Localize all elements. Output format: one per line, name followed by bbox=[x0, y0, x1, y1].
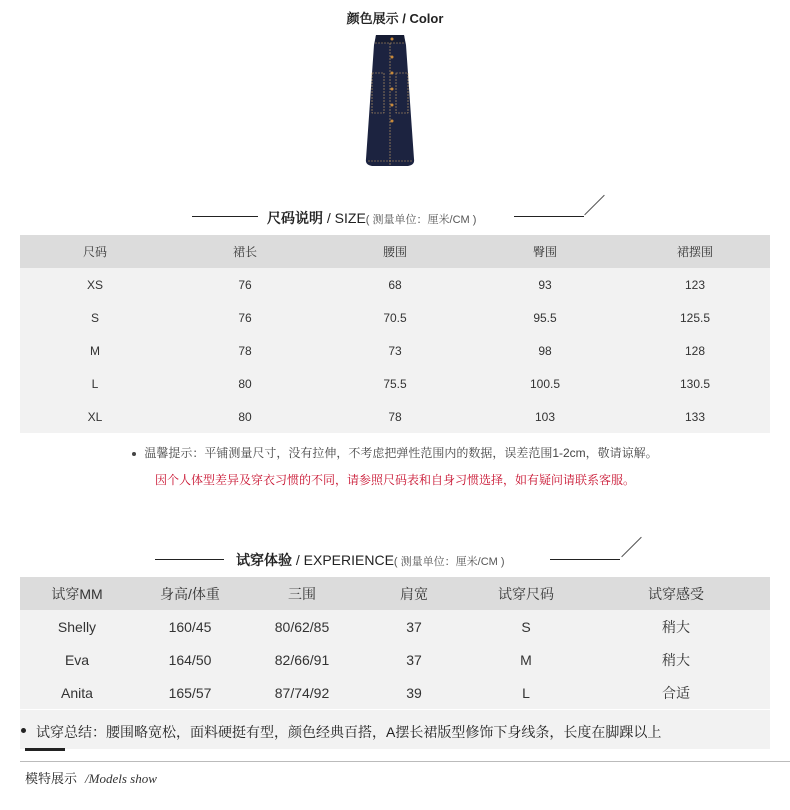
size-title-en: SIZE bbox=[334, 210, 366, 226]
exp-title-left-rule bbox=[155, 559, 224, 560]
exp-title-slash bbox=[621, 537, 642, 558]
table-cell: 73 bbox=[320, 334, 470, 367]
table-cell: Anita bbox=[20, 676, 134, 709]
table-cell: 98 bbox=[470, 334, 620, 367]
table-row bbox=[20, 268, 770, 301]
table-cell: 123 bbox=[620, 268, 770, 301]
size-title-sep: / bbox=[323, 210, 335, 226]
table-cell: 128 bbox=[620, 334, 770, 367]
size-header-cell: 尺码 bbox=[20, 235, 170, 268]
table-cell: 93 bbox=[470, 268, 620, 301]
models-accent-bar bbox=[25, 748, 65, 751]
bullet-icon bbox=[132, 452, 136, 456]
experience-section-title bbox=[236, 550, 505, 570]
table-cell: 37 bbox=[358, 643, 470, 676]
table-cell: 100.5 bbox=[470, 367, 620, 400]
table-cell: 80 bbox=[170, 400, 320, 433]
models-section-title bbox=[25, 768, 157, 787]
table-cell: M bbox=[20, 334, 170, 367]
size-title-slash bbox=[584, 195, 605, 216]
table-cell: 87/74/92 bbox=[246, 676, 358, 709]
exp-title-en: EXPERIENCE bbox=[303, 552, 394, 568]
exp-header-cell: 试穿尺码 bbox=[470, 577, 582, 610]
size-table bbox=[20, 235, 770, 433]
table-cell: 78 bbox=[320, 400, 470, 433]
exp-table-header-row bbox=[20, 577, 770, 610]
table-cell: 稍大 bbox=[582, 643, 770, 676]
table-cell: 76 bbox=[170, 268, 320, 301]
table-cell: 合适 bbox=[582, 676, 770, 709]
table-cell: 165/57 bbox=[134, 676, 246, 709]
table-cell: 80/62/85 bbox=[246, 610, 358, 643]
exp-title-cn: 试穿体验 bbox=[236, 552, 292, 568]
table-row bbox=[20, 367, 770, 400]
exp-title-sep: / bbox=[292, 552, 304, 568]
table-cell: L bbox=[20, 367, 170, 400]
exp-header-cell: 三围 bbox=[246, 577, 358, 610]
exp-header-cell: 肩宽 bbox=[358, 577, 470, 610]
table-cell: 133 bbox=[620, 400, 770, 433]
size-title-right-rule bbox=[514, 216, 584, 217]
size-table-header-row bbox=[20, 235, 770, 268]
size-title-unit: ( 测量单位：厘米/CM ) bbox=[365, 214, 477, 226]
color-section-title: 颜色展示 / Color bbox=[346, 11, 444, 26]
table-cell: 76 bbox=[170, 301, 320, 334]
exp-header-cell: 试穿MM bbox=[20, 577, 134, 610]
table-cell: 95.5 bbox=[470, 301, 620, 334]
table-cell: 70.5 bbox=[320, 301, 470, 334]
table-cell: 75.5 bbox=[320, 367, 470, 400]
exp-title-right-rule bbox=[550, 559, 620, 560]
models-title-en: /Models show bbox=[85, 771, 157, 786]
table-cell: 68 bbox=[320, 268, 470, 301]
table-cell: 160/45 bbox=[134, 610, 246, 643]
size-header-cell: 臀围 bbox=[470, 235, 620, 268]
table-cell: M bbox=[470, 643, 582, 676]
table-cell: 164/50 bbox=[134, 643, 246, 676]
table-row bbox=[20, 676, 770, 709]
table-cell: Eva bbox=[20, 643, 134, 676]
table-cell: S bbox=[20, 301, 170, 334]
experience-summary-text: 试穿总结：腰围略宽松，面料硬挺有型，颜色经典百搭，A摆长裙版型修饰下身线条，长度在脚踝以上 bbox=[36, 724, 662, 740]
table-cell: XL bbox=[20, 400, 170, 433]
table-cell: 125.5 bbox=[620, 301, 770, 334]
table-row bbox=[20, 610, 770, 643]
table-cell: 稍大 bbox=[582, 610, 770, 643]
table-cell: 80 bbox=[170, 367, 320, 400]
size-header-cell: 裙长 bbox=[170, 235, 320, 268]
table-row bbox=[20, 301, 770, 334]
table-cell: 78 bbox=[170, 334, 320, 367]
size-section-title bbox=[267, 208, 476, 228]
size-title-left-rule bbox=[192, 216, 258, 217]
experience-summary bbox=[20, 710, 770, 749]
bullet-icon bbox=[21, 728, 26, 733]
models-divider bbox=[20, 761, 790, 762]
table-cell: 37 bbox=[358, 610, 470, 643]
table-row bbox=[20, 334, 770, 367]
table-row bbox=[20, 643, 770, 676]
table-cell: L bbox=[470, 676, 582, 709]
size-note bbox=[0, 444, 790, 461]
table-cell: XS bbox=[20, 268, 170, 301]
exp-header-cell: 身高/体重 bbox=[134, 577, 246, 610]
table-cell: 130.5 bbox=[620, 367, 770, 400]
table-cell: 103 bbox=[470, 400, 620, 433]
size-header-cell: 腰围 bbox=[320, 235, 470, 268]
size-header-cell: 裙摆围 bbox=[620, 235, 770, 268]
table-row bbox=[20, 400, 770, 433]
exp-title-unit: ( 测量单位：厘米/CM ) bbox=[393, 556, 505, 568]
size-note-text: 温馨提示：平铺测量尺寸，没有拉伸，不考虑把弹性范围内的数据，误差范围1-2cm，敬请谅解。 bbox=[144, 446, 658, 460]
models-title-cn: 模特展示 bbox=[25, 771, 78, 786]
table-cell: 39 bbox=[358, 676, 470, 709]
size-title-cn: 尺码说明 bbox=[267, 210, 323, 226]
table-cell: S bbox=[470, 610, 582, 643]
denim-skirt-image bbox=[362, 33, 418, 171]
table-cell: Shelly bbox=[20, 610, 134, 643]
exp-header-cell: 试穿感受 bbox=[582, 577, 770, 610]
table-cell: 82/66/91 bbox=[246, 643, 358, 676]
experience-table bbox=[20, 577, 770, 709]
size-warning: 因个人体型差异及穿衣习惯的不同，请参照尺码表和自身习惯选择，如有疑问请联系客服。 bbox=[154, 473, 635, 487]
